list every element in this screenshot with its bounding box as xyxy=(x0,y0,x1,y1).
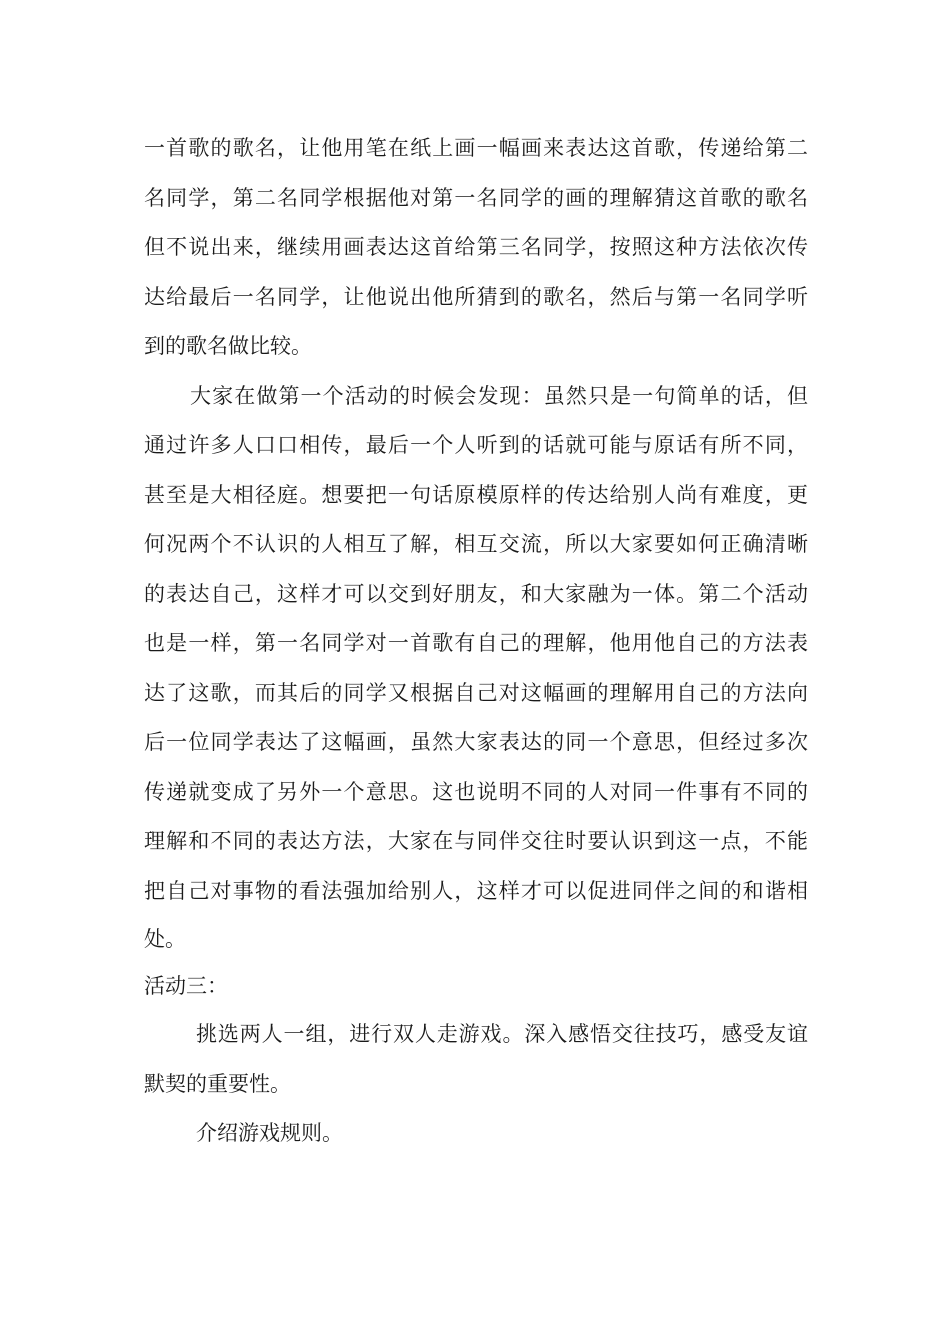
text-line: 的表达自己，这样才可以交到好朋友，和大家融为一体。第二个活动 xyxy=(144,581,808,606)
paragraph-song-relay xyxy=(144,124,808,372)
text-line: 也是一样，第一名同学对一首歌有自己的理解，他用他自己的方法表 xyxy=(144,631,808,655)
paragraph-pair-walk-game xyxy=(144,1010,808,1109)
text-line: 达给最后一名同学，让他说出他所猜到的歌名，然后与第一名同学听 xyxy=(144,284,808,309)
paragraph-activity-reflection xyxy=(144,372,808,964)
text-line: 到的歌名做比较。 xyxy=(144,334,312,358)
text-line: 名同学，第二名同学根据他对第一名同学的画的理解猜这首歌的歌名 xyxy=(144,185,808,210)
text-line: 后一位同学表达了这幅画，虽然大家表达的同一个意思，但经过多次 xyxy=(144,730,808,754)
text-line: 但不说出来，继续用画表达这首给第三名同学，按照这种方法依次传 xyxy=(144,235,808,259)
text-line: 默契的重要性。 xyxy=(144,1071,291,1096)
text-line: 通过许多人口口相传，最后一个人听到的话就可能与原话有所不同， xyxy=(144,433,808,457)
text-line: 一首歌的歌名，让他用笔在纸上画一幅画来表达这首歌，传递给第二 xyxy=(144,136,808,160)
text-line: 把自己对事物的看法强加给别人，这样才可以促进同伴之间的和谐相 xyxy=(144,878,808,903)
text-line: 介绍游戏规则。 xyxy=(196,1121,343,1145)
text-line: 传递就变成了另外一个意思。这也说明不同的人对同一件事有不同的 xyxy=(144,779,808,804)
text-line: 理解和不同的表达方法，大家在与同伴交往时要认识到这一点，不能 xyxy=(144,829,808,853)
text-line: 甚至是大相径庭。想要把一句话原模原样的传达给别人尚有难度，更 xyxy=(144,482,808,507)
text-line: 何况两个不认识的人相互了解，相互交流，所以大家要如何正确清晰 xyxy=(144,532,808,556)
paragraph-game-rules xyxy=(144,1109,808,1159)
text-line: 挑选两人一组，进行双人走游戏。深入感悟交往技巧，感受友谊 xyxy=(196,1022,808,1046)
section-heading-activity-three: 活动三： xyxy=(144,974,228,998)
text-line: 处。 xyxy=(144,927,186,951)
document-body xyxy=(144,124,808,1159)
text-line: 达了这歌，而其后的同学又根据自己对这幅画的理解用自己的方法向 xyxy=(144,680,808,705)
text-line: 大家在做第一个活动的时候会发现：虽然只是一句简单的话，但 xyxy=(190,383,808,408)
